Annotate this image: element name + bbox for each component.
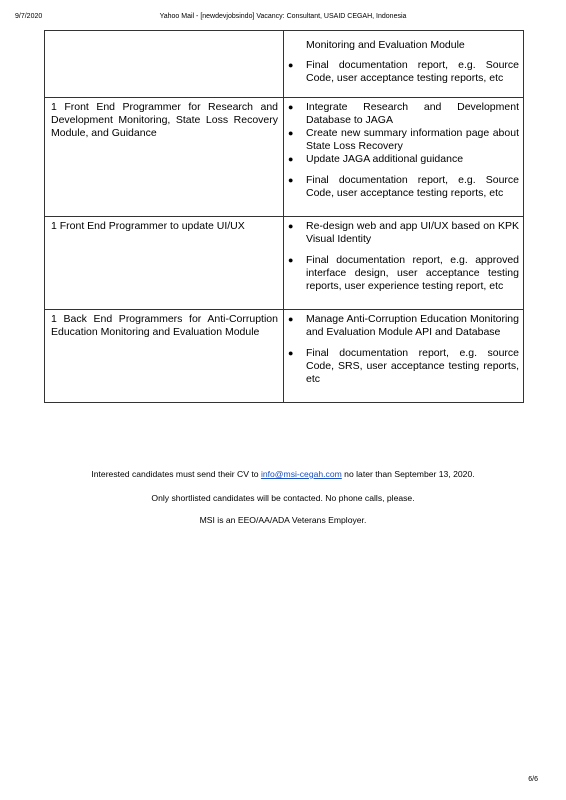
shortlist-note: Only shortlisted candidates will be contacted. No phone calls, please. <box>151 493 415 503</box>
item-text: Create new summary information page about State Loss Recovery <box>306 127 519 152</box>
role-text: 1 Front End Programmer to update UI/UX <box>51 220 245 232</box>
bullet-icon: ● <box>288 314 294 324</box>
deliverables-cell <box>284 310 524 403</box>
role-text: 1 Back End Programmers for Anti-Corruption Education Monitoring and Evaluation Module <box>51 313 278 338</box>
list-item <box>288 347 519 386</box>
bullet-icon: ● <box>288 60 294 70</box>
role-cell <box>45 98 284 217</box>
print-title: Yahoo Mail - [newdevjobsindo] Vacancy: Consultant, USAID CEGAH, Indonesia <box>159 13 407 20</box>
bullet-icon: ● <box>288 348 294 358</box>
table-row <box>45 217 524 310</box>
role-cell <box>45 31 284 98</box>
item-text: Final documentation report, e.g. Source Code, user acceptance testing reports, etc <box>306 59 519 84</box>
list-item <box>288 254 519 293</box>
list-item <box>288 127 519 153</box>
item-text: Integrate Research and Development Database to JAGA <box>306 101 519 126</box>
requirements-table <box>44 30 524 403</box>
page-number: 6/6 <box>528 776 538 783</box>
list-item <box>288 220 519 246</box>
deliverables-cell <box>284 217 524 310</box>
print-header <box>0 13 566 25</box>
bullet-icon: ● <box>288 102 294 112</box>
item-text: Update JAGA additional guidance <box>306 153 464 165</box>
bullet-icon: ● <box>288 221 294 231</box>
role-cell <box>45 310 284 403</box>
apply-prefix: Interested candidates must send their CV to <box>91 469 261 479</box>
item-text: Final documentation report, e.g. source Code, SRS, user acceptance testing reports, etc <box>306 347 519 385</box>
list-item <box>288 313 519 339</box>
employer-note: MSI is an EEO/AA/ADA Veterans Employer. <box>199 515 367 525</box>
deliverables-cell <box>284 98 524 217</box>
list-item <box>288 59 519 85</box>
item-text: Re-design web and app UI/UX based on KPK Visual Identity <box>306 220 519 245</box>
item-text: Final documentation report, e.g. Source Code, user acceptance testing reports, etc <box>306 174 519 199</box>
deliverables-cell <box>284 31 524 98</box>
table-row <box>45 98 524 217</box>
role-text <box>45 31 283 34</box>
apply-suffix: no later than September 13, 2020. <box>341 469 475 479</box>
bullet-icon: ● <box>288 128 294 138</box>
bullet-icon: ● <box>288 154 294 164</box>
item-text: Final documentation report, e.g. approved interface design, user acceptance testing reports, user experience testing report, etc <box>306 254 519 292</box>
list-item <box>288 174 519 200</box>
table-row <box>45 310 524 403</box>
list-item <box>288 153 519 166</box>
role-text: 1 Front End Programmer for Research and Development Monitoring, State Loss Recovery Module, and Guidance <box>51 101 278 139</box>
bullet-icon: ● <box>288 175 294 185</box>
table-row <box>45 31 524 98</box>
item-text: Monitoring and Evaluation Module <box>306 39 465 51</box>
list-item <box>288 101 519 127</box>
item-text: Manage Anti-Corruption Education Monitoring and Evaluation Module API and Database <box>306 313 519 338</box>
role-cell <box>45 217 284 310</box>
bullet-icon: ● <box>288 255 294 265</box>
apply-instructions <box>0 469 566 479</box>
email-link[interactable]: info@msi-cegah.com <box>260 469 342 479</box>
list-item <box>306 39 519 52</box>
print-date: 9/7/2020 <box>15 13 43 20</box>
